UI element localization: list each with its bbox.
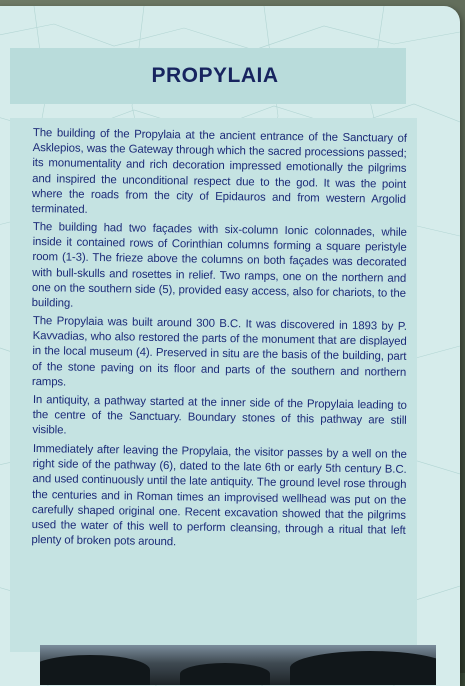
paragraph-facades: The building had two façades with six-column Ionic colonnades, while inside it contained rows of Corinthian columns forming a square peristyle room (1-3). The frieze above the columns on both façades was decorated with bull-skulls and rosettes in relief. Two ramps, one on the northern and one on the southern side (5), provided easy access, also for chariots, to the building. [31,221,407,310]
paragraph-gateway: The building of the Propylaia at the ancient entrance of the Sanctuary of Asklepios, was the Gateway through which the sacred processions passed; its monumentality and rich decoration impressed emotionally the pilgrims and inspired the unconditional respect due to the god. It was the point where the roads from the city of Epidauros and from western Argolid terminated. [31,126,407,216]
paragraph-history: The Propylaia was built around 300 B.C. It was discovered in 1893 by P. Kavvadias, who also restored the parts of the monument that are displayed in the local museum (4). Preserved in situ are the basis of the building, part of the stone paving on its floor and parts of the southern and northern ramps. [31,315,407,389]
tree-silhouette [40,655,150,685]
site-photo [40,645,436,685]
paragraph-well: Immediately after leaving the Propylaia, the visitor passes by a well on the right side of the pathway (6), dated to the late 6th or early 5th century B.C. and used continuously until the late antiquity. The ground level rose through the centuries and in Roman times an improvised wellhead was put on the carefully shaped original one. Recent excavation showed that the pilgrims used the water of this well to perform cleansing, through a ritual that left plenty of broken pots around. [31,443,407,549]
sign-body [33,126,407,551]
paragraph-pathway: In antiquity, a pathway started at the inner side of the Propylaia leading to the centre of the Sanctuary. Boundary stones of this pathway are still visible. [32,394,407,438]
tree-silhouette [180,663,270,685]
sign-title: PROPYLAIA [151,64,279,87]
title-band [10,48,406,104]
tree-silhouette [290,651,436,685]
